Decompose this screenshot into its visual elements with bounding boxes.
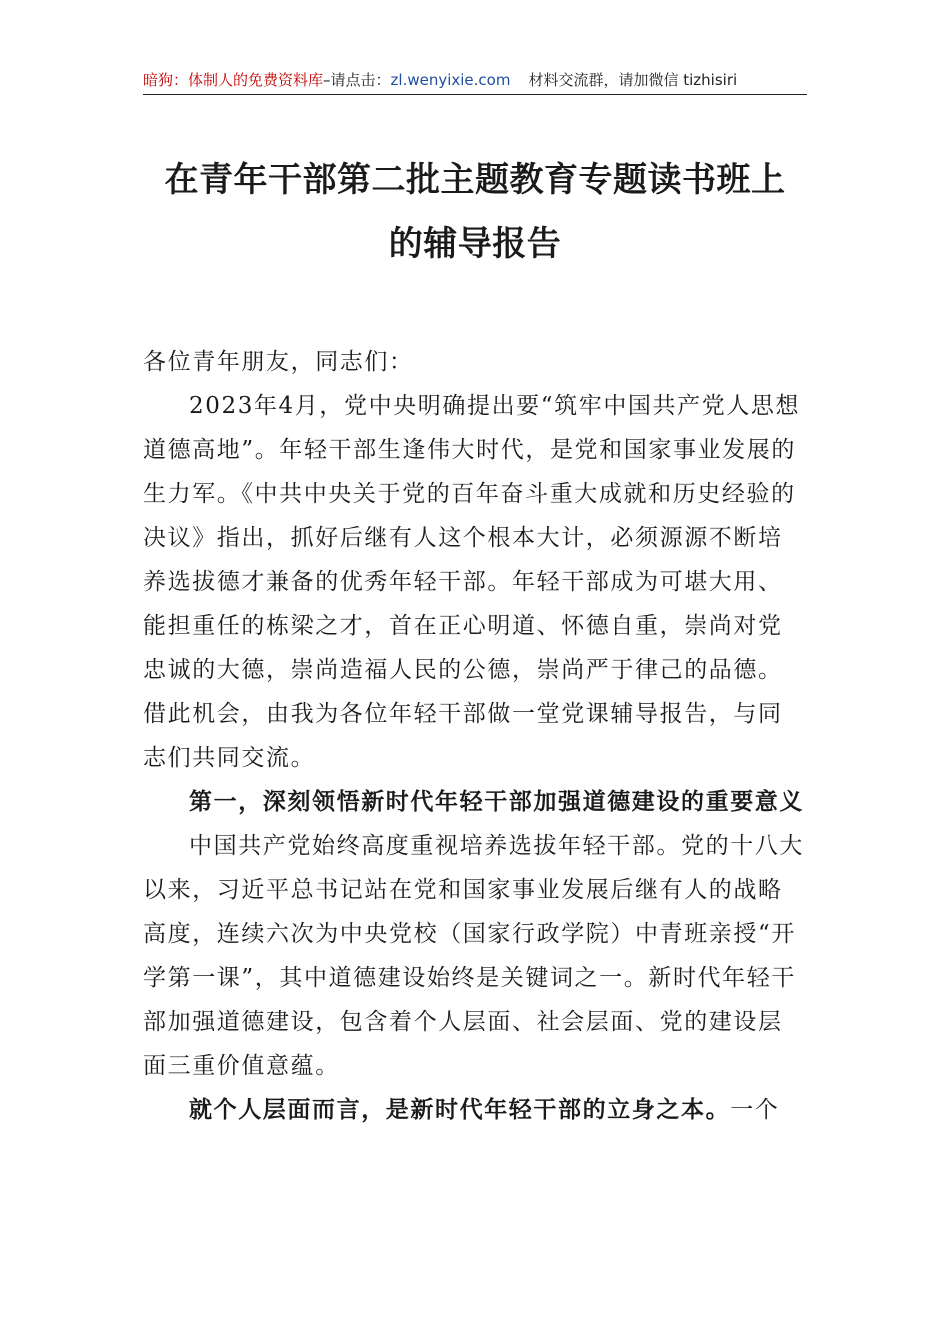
section-heading-1: 第一，深刻领悟新时代年轻干部加强道德建设的重要意义 xyxy=(189,788,804,815)
header-link[interactable]: zl.wenyixie.com xyxy=(390,71,511,89)
header-prompt: –请点击： xyxy=(323,71,391,89)
paragraph-personal-level xyxy=(143,1088,807,1132)
paragraph-section-1: 中国共产党始终高度重视培养选拔年轻干部。党的十八大以来，习近平总书记站在党和国家事业发展后继有人的战略高度，连续六次为中央党校（国家行政学院）中青班亲授“开学第一课”，其中道德建设始终是关键词之一。新时代年轻干部加强道德建设，包含着个人层面、社会层面、党的建设层面三重价值意蕴。 xyxy=(143,833,804,1079)
paragraph-continuation: 一个 xyxy=(730,1097,780,1123)
salutation: 各位青年朋友，同志们： xyxy=(143,349,414,375)
header-brand: 暗狗：体制人的免费资料库 xyxy=(143,71,324,89)
header-group-info: 材料交流群，请加微信 tizhisiri xyxy=(528,71,738,89)
paragraph-intro: 2023年4月，党中央明确提出要“筑牢中国共产党人思想道德高地”。年轻干部生逢伟大时代，是党和国家事业发展的生力军。《中共中央关于党的百年奋斗重大成就和历史经验的决议》指出，抓好后继有人这个根本大计，必须源源不断培养选拔德才兼备的优秀年轻干部。年轻干部成为可堪大用、能担重任的栋梁之才，首在正心明道、怀德自重，崇尚对党忠诚的大德，崇尚造福人民的公德，崇尚严于律己的品德。借此机会，由我为各位年轻干部做一堂党课辅导报告，与同志们共同交流。 xyxy=(143,393,801,771)
document-body xyxy=(143,340,807,1132)
paragraph-lead-bold: 就个人层面而言，是新时代年轻干部的立身之本。 xyxy=(189,1096,731,1123)
document-title xyxy=(143,148,807,276)
document-header xyxy=(143,66,807,95)
title-line-1: 在青年干部第二批主题教育专题读书班上 xyxy=(164,160,786,200)
title-line-2: 的辅导报告 xyxy=(388,224,562,264)
